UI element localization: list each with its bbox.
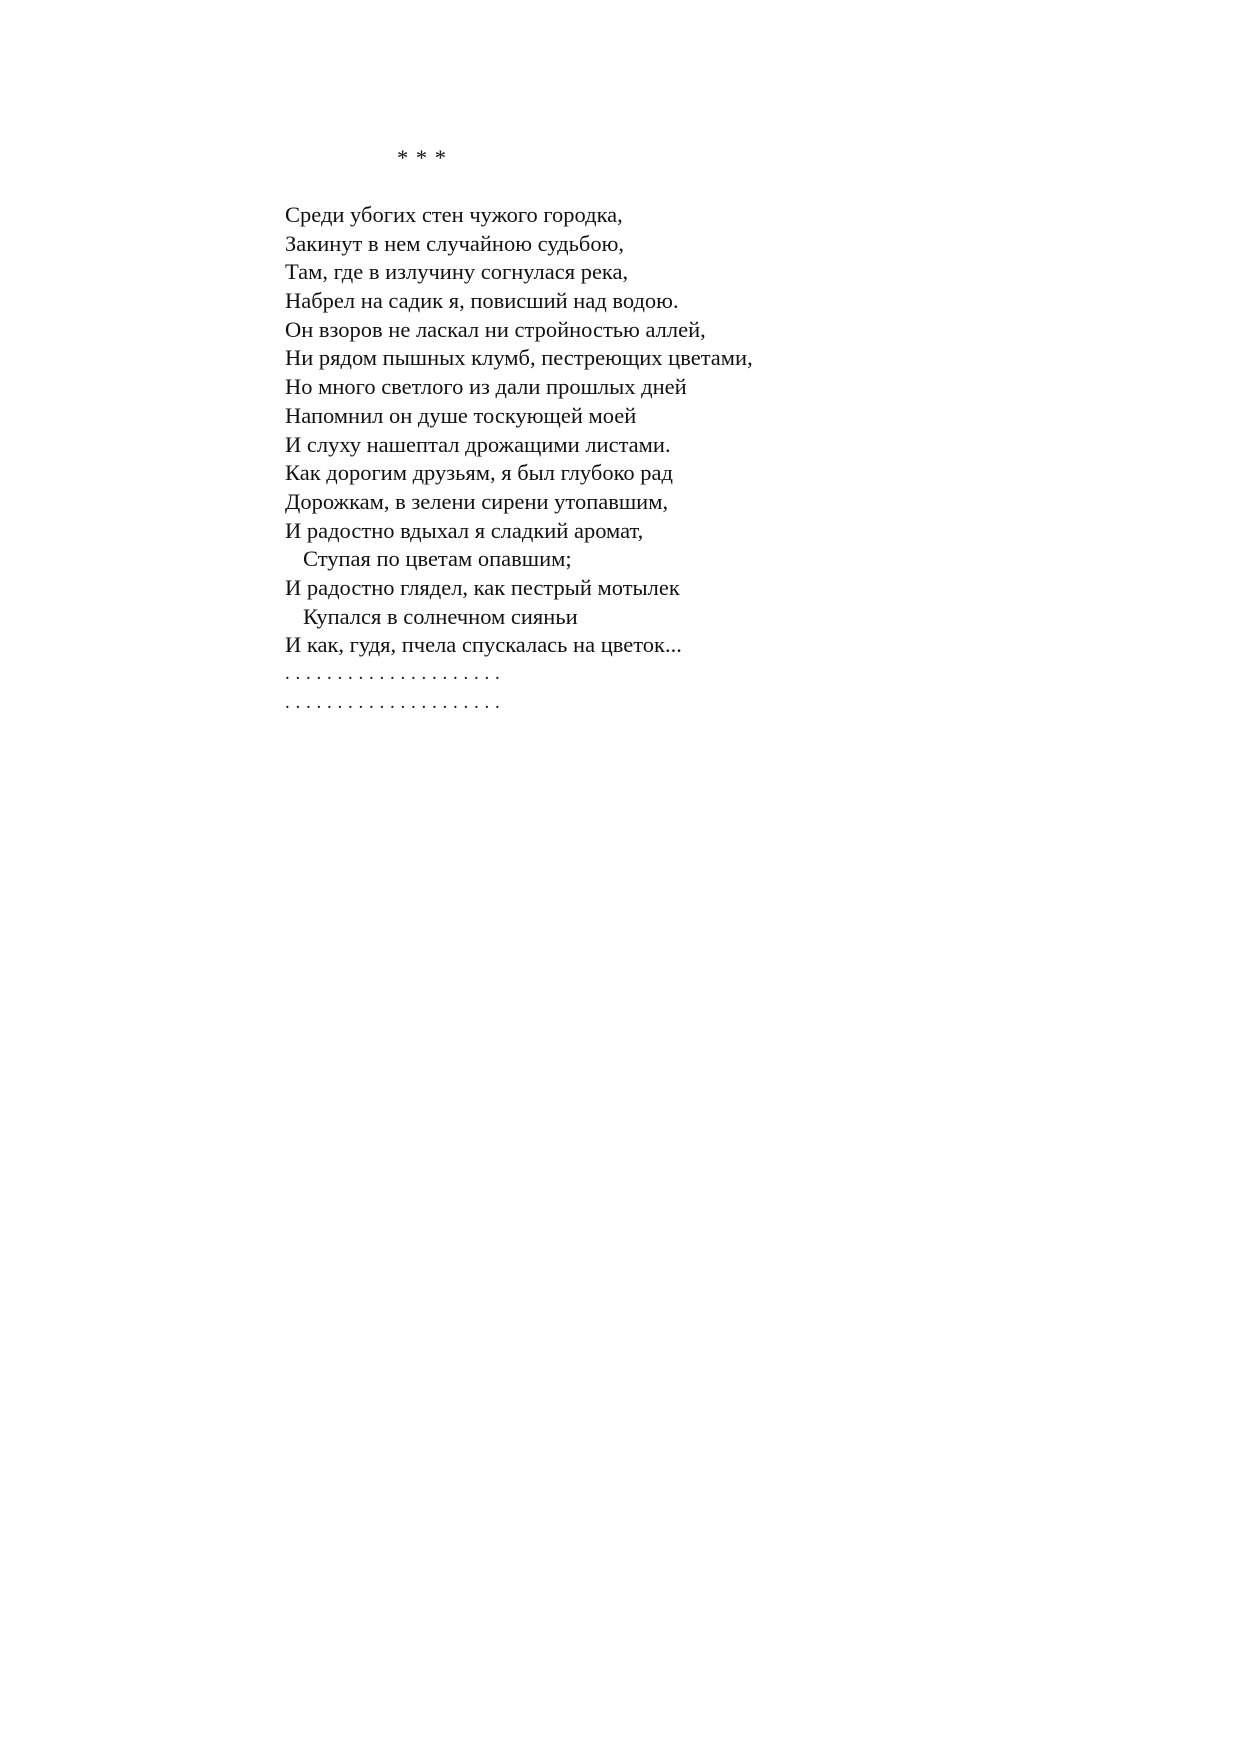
poem-line: Закинут в нем случайною судьбою, — [285, 230, 625, 256]
poem-line: Напомнил он душе тоскующей моей — [285, 402, 637, 428]
poem — [285, 143, 1105, 717]
section-mark: * * * — [397, 145, 447, 170]
poem-line: Но много светлого из дали прошлых дней — [285, 374, 687, 400]
stanza-gap — [285, 172, 1105, 201]
ellipsis-row: . . . . . . . . . . . . . . . . . . . . . — [285, 663, 501, 684]
poem-line: И как, гудя, пчела спускалась на цветок... — [285, 632, 682, 658]
poem-line: Среди убогих стен чужого городка, — [285, 202, 623, 227]
poem-line: Он взоров не ласкал ни стройностью аллей, — [285, 316, 706, 342]
poem-line: Там, где в излучину согнулася река, — [285, 259, 629, 285]
ellipsis-row: . . . . . . . . . . . . . . . . . . . . . — [285, 691, 501, 713]
poem-line: Дорожкам, в зелени сирени утопавшим, — [285, 488, 669, 514]
poem-line: И радостно глядел, как пестрый мотылек — [285, 574, 680, 600]
poem-line-indented: Купался в солнечном сияньи — [303, 603, 578, 629]
poem-line: И радостно вдыхал я сладкий аромат, — [285, 517, 644, 543]
poem-line-indented: Ступая по цветам опавшим; — [303, 546, 572, 572]
poem-line: И слуху нашептал дрожащими листами. — [285, 431, 671, 457]
poem-line: Ни рядом пышных клумб, пестреющих цветами, — [285, 345, 753, 371]
poem-line: Как дорогим друзьям, я был глубоко рад — [285, 460, 673, 486]
poem-line: Набрел на садик я, повисший над водою. — [285, 288, 679, 314]
